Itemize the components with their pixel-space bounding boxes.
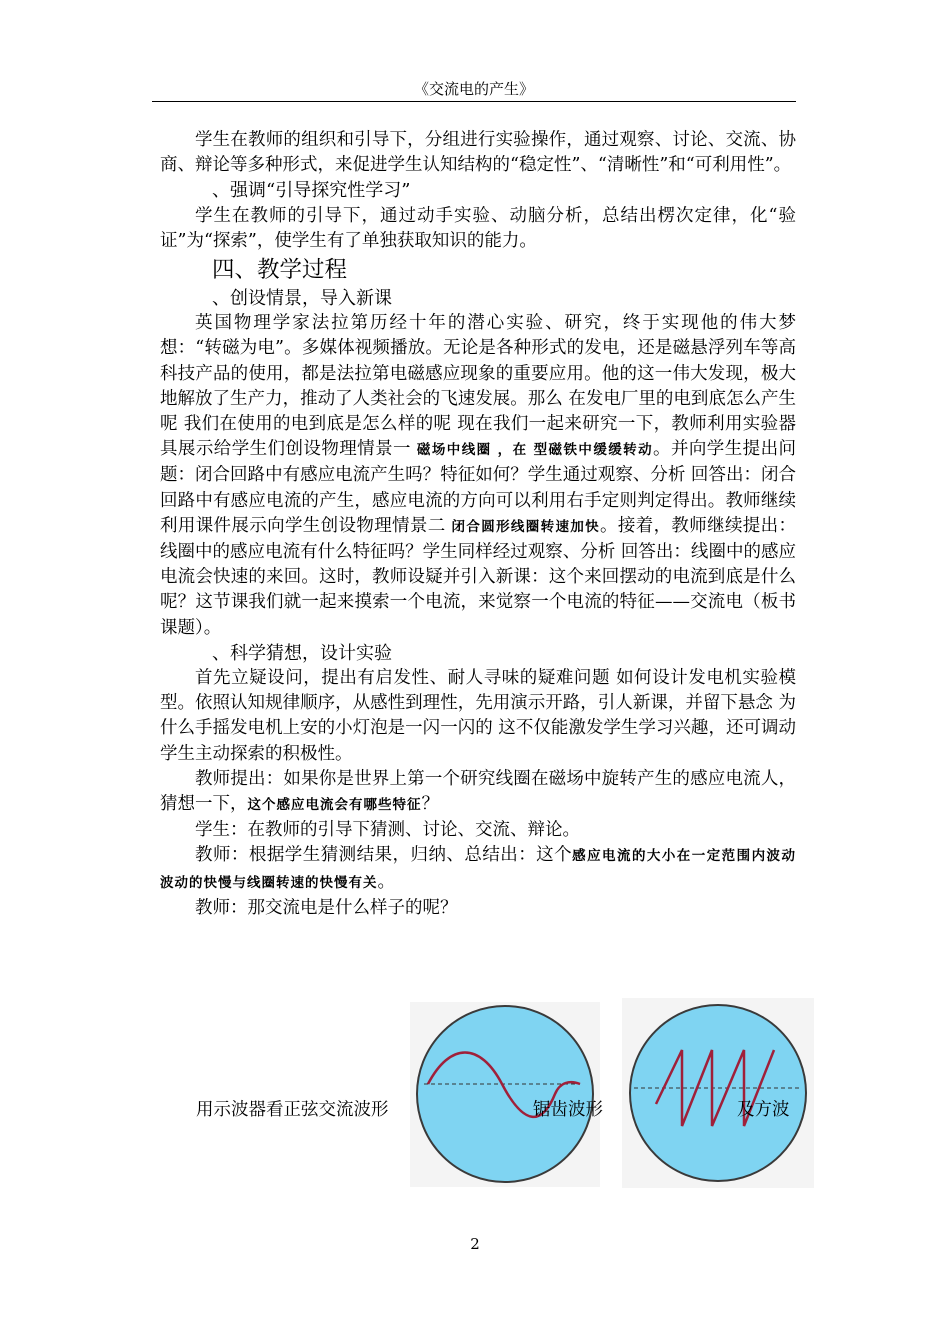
scope-screen [630,1005,806,1181]
chapter-heading: 四、教学过程 [212,257,348,284]
section-heading: 、创设情景，导入新课 [212,288,392,310]
text-run: 教师提出：如果你是世界上第一个研究线圈在磁场中旋转产生的感应电流人，猜想一下， [160,768,796,815]
text-run: ？ [421,794,439,815]
handwritten-text: 这个感应电流会有哪些特征 [247,797,422,814]
paragraph [160,767,796,818]
text-run: 英国物理学家法拉第历经十年的潜心实验、研究，终于实现他的伟大梦想：“转磁为电”。多媒体视频播放。无论是各种形式的发电，还是磁悬浮列车等高科技产品的使用，都是法拉第电磁感应现象的重要应用。他的这一伟大发现，极大地解放了生产力，推动了人类社会的飞速发展。那么 在发电厂里的电到底怎么产生呢 我们在使用的电到底是怎么样的呢 现在我们一起来研究一下，教师利用实验器具展示给学生们创设物理情景一 [160,313,796,460]
paragraph: 教师：那交流电是什么样子的呢？ [195,897,458,918]
handwritten-text: 闭合圆形线圈转速加快 [451,518,601,535]
paragraph: 学生在教师的组织和引导下，分组进行实验操作，通过观察、讨论、交流、协商、辩论等多种形式，来促进学生认知结构的“稳定性”、“清晰性”和“可利用性”。 [160,130,796,176]
paragraph: 学生：在教师的引导下猜测、讨论、交流、辩论。 [195,820,580,841]
handwritten-text: 磁场中线圈 ，在 型磁铁中缓缓转动 [416,442,654,459]
text-run: 。并向学生提出问题：闭合回路中有感应电流产生吗？特征如何？学生通过观察、分析 回答出：闭合回路中有感应电流的产生，感应电流的方向可以利用右手定则判定得出。教师继续利用课件展示向学生创设物理情景二 [160,439,796,536]
caption-sine: 用示波器看正弦交流波形 [196,1100,389,1120]
scope-screen [417,1006,593,1182]
header-rule [152,101,796,102]
text-run: 。 [377,871,395,892]
page-number: 2 [470,1235,480,1253]
paragraph: 首先立疑设问，提出有启发性、耐人寻味的疑难问题 如何设计发电机实验模型。依照认知规律顺序，从感性到理性，先用演示开路，引人新课，并留下悬念 为什么手摇发电机上安的小灯泡是一闪一闪的 这不仅能激发学生学习兴趣，还可调动学生主动探索的积极性。 [160,668,796,764]
text-run: 。接着，教师继续提出：线圈中的感应电流有什么特征吗？学生同样经过观察、分析 回答出：线圈中的感应电流会快速的来回。这时，教师设疑并引入新课：这个来回摆动的电流到底是什么呢？这节课我们就一起来摸索一个电流，来觉察一个电流的特征——交流电（板书课题）。 [160,515,797,638]
paragraph [160,311,796,641]
caption-square: 及方波 [737,1100,790,1120]
handwritten-text: 感应电流的大小在一定范围内波动 波动的快慢与线圈转速的快慢有关 [160,848,797,891]
body-text [160,128,796,921]
oscilloscope-sawtooth-figure [622,998,814,1188]
header-title: 《交流电的产生》 [413,80,534,98]
paragraph [160,843,796,895]
text-run: 教师：根据学生猜测结果，归纳、总结出：这个 [195,845,573,866]
section-heading: 、强调“引导探究性学习” [212,180,411,202]
paragraph: 学生在教师的引导下，通过动手实验、动脑分析，总结出楞次定律，化“验证”为“探索”，使学生有了单独获取知识的能力。 [160,205,796,251]
caption-sawtooth: 锯齿波形 [533,1100,603,1120]
section-heading: 、科学猜想，设计实验 [212,642,392,664]
oscilloscope-sine-figure [410,1002,600,1187]
